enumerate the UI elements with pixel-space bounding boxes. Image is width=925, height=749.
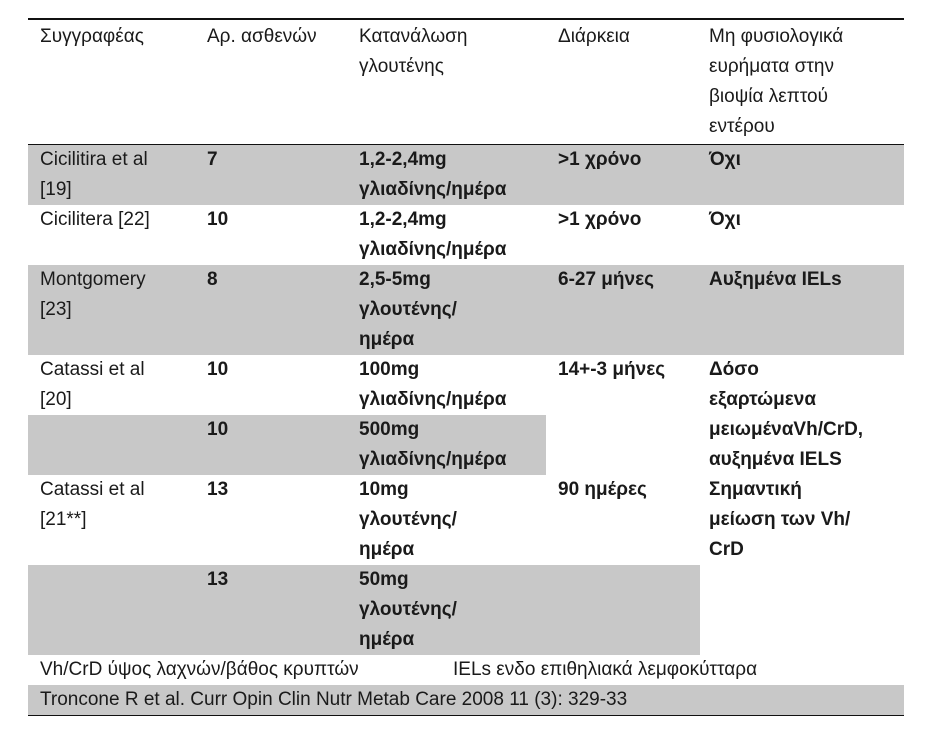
- row-1-duration: >1 χρόνο: [558, 149, 642, 170]
- row-1-findings: Όχι: [709, 149, 741, 170]
- row-3-patients: 8: [207, 269, 218, 290]
- row-2-author: Cicilitera [22]: [40, 209, 150, 230]
- row-3-author: Montgomery [23]: [40, 269, 146, 320]
- row-6-author: Catassi et al [21**]: [40, 479, 145, 530]
- row-1-author: Cicilitira et al [19]: [40, 149, 148, 200]
- row-1-consumption: 1,2-2,4mg γλιαδίνης/ημέρα: [359, 149, 507, 200]
- header-consumption: Κατανάλωση γλουτένης: [359, 26, 468, 77]
- row-4-consumption: 100mg γλιαδίνης/ημέρα: [359, 359, 507, 410]
- row-6-duration: 90 ημέρες: [558, 479, 647, 500]
- row-7-consumption: 50mg γλουτένης/ ημέρα: [359, 569, 457, 650]
- row-6-patients: 13: [207, 479, 229, 500]
- row-2-findings: Όχι: [709, 209, 741, 230]
- row-1-patients: 7: [207, 149, 218, 170]
- row-5-patients: 10: [207, 419, 229, 440]
- table-top-rule: [28, 18, 904, 20]
- row-3-findings: Αυξημένα IELs: [709, 269, 842, 290]
- row-4-patients: 10: [207, 359, 229, 380]
- header-patients: Αρ. ασθενών: [207, 26, 317, 47]
- source-citation: Troncone R et al. Curr Opin Clin Nutr Metab Care 2008 11 (3): 329-33: [40, 689, 628, 710]
- row-2-duration: >1 χρόνο: [558, 209, 642, 230]
- row-5-consumption: 500mg γλιαδίνης/ημέρα: [359, 419, 507, 470]
- row-7-patients: 13: [207, 569, 229, 590]
- row-4-author: Catassi et al [20]: [40, 359, 145, 410]
- footnote-vh-crd: Vh/CrD ύψος λαχνών/βάθος κρυπτών: [40, 659, 359, 680]
- row-4-findings: Δόσο εξαρτώμενα μειωμέναVh/CrD, αυξημένα IELS: [709, 359, 864, 470]
- header-author: Συγγραφέας: [40, 26, 144, 47]
- row-3-consumption: 2,5-5mg γλουτένης/ ημέρα: [359, 269, 457, 350]
- row-3-duration: 6-27 μήνες: [558, 269, 655, 290]
- header-duration: Διάρκεια: [558, 26, 630, 47]
- row-6-findings: Σημαντική μείωση των Vh/ CrD: [709, 479, 851, 560]
- row-4-duration: 14+-3 μήνες: [558, 359, 666, 380]
- row-2-patients: 10: [207, 209, 229, 230]
- header-findings: Μη φυσιολογικά ευρήματα στην βιοψία λεπτού εντέρου: [709, 26, 844, 137]
- footnote-iels: IELs ενδο επιθηλιακά λεμφοκύτταρα: [453, 659, 758, 680]
- row-2-consumption: 1,2-2,4mg γλιαδίνης/ημέρα: [359, 209, 507, 260]
- row-6-consumption: 10mg γλουτένης/ ημέρα: [359, 479, 457, 560]
